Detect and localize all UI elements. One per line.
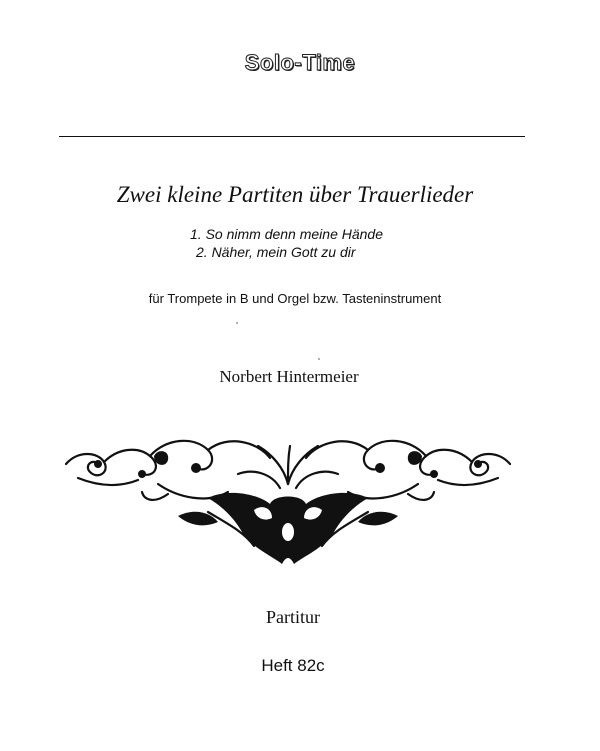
scan-speck xyxy=(236,322,238,324)
floral-scroll-ornament-icon xyxy=(58,428,518,568)
song-title-2: 2. Näher, mein Gott zu dir xyxy=(196,244,356,260)
instrumentation: für Trompete in B und Orgel bzw. Tasteninstrument xyxy=(148,291,442,306)
song-title-1: 1. So nimm denn meine Hände xyxy=(190,226,383,242)
volume-number: Heft 82c xyxy=(261,656,325,675)
score-label: Partitur xyxy=(266,607,320,627)
composer-name: Norbert Hintermeier xyxy=(219,367,359,386)
work-title: Zwei kleine Partiten über Trauerlieder xyxy=(116,182,474,207)
series-title: Solo-Time xyxy=(244,50,356,75)
divider-rule xyxy=(59,136,525,137)
scan-speck xyxy=(318,358,320,360)
